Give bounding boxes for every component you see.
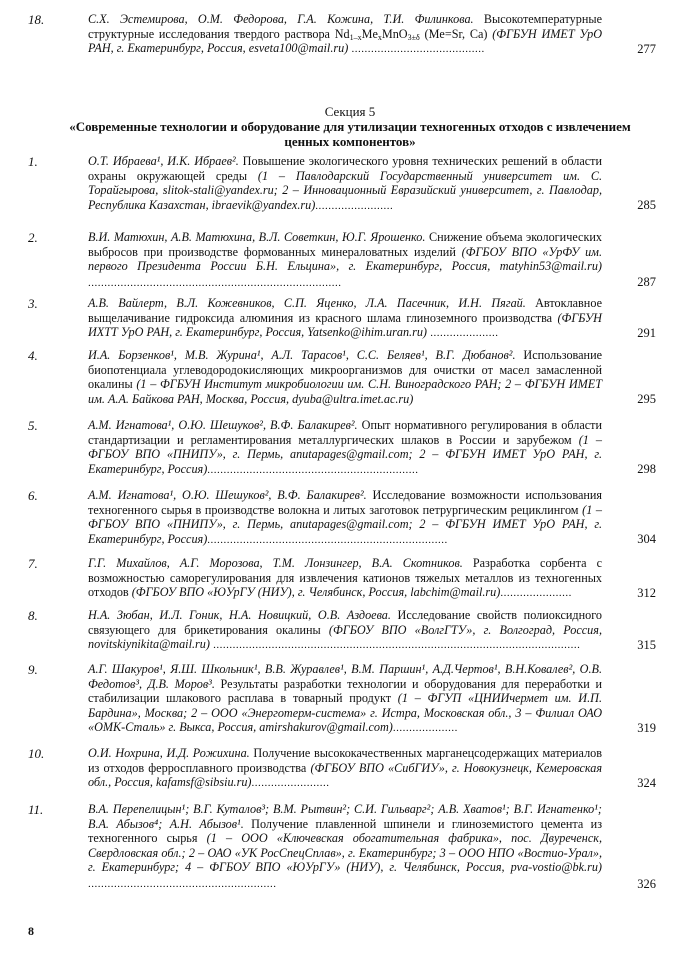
title-part: Me xyxy=(361,26,378,41)
entry-title: Опыт нормативного регулирования в области стандартизации и регламентирования металлургических шлаков в России и зарубежом xyxy=(88,418,602,447)
entry-body xyxy=(88,230,602,290)
entry-body xyxy=(88,802,602,892)
entry-number: 4. xyxy=(28,348,38,363)
entry-page-number: 285 xyxy=(637,198,656,213)
leader-dots: .......................................................... xyxy=(88,877,277,890)
entry-body xyxy=(88,296,602,341)
entry-body xyxy=(88,418,602,477)
entry-number: 18. xyxy=(28,12,45,27)
page-number: 8 xyxy=(28,924,34,938)
entry-number: 6. xyxy=(28,488,38,503)
title-part: MnO xyxy=(381,26,408,41)
entry-page-number: 287 xyxy=(637,275,656,290)
entry-body xyxy=(88,662,602,736)
entry-page-number: 298 xyxy=(637,462,656,477)
entry-number: 5. xyxy=(28,418,38,433)
leader-dots: ..................... xyxy=(427,327,499,340)
entry-affiliation: (1 – ФГБОУ ВПО «ПНИПУ», г. Пермь, anutapages@gmail.com; 2 – ФГБУН ИМЕТ УрО РАН, г. Екатеринбург, Россия) xyxy=(88,432,602,476)
title-subscript: 1–x xyxy=(349,32,362,42)
section-label: Секция 5 xyxy=(324,104,376,119)
entry-authors: С.Х. Эстемирова, О.М. Федорова, Г.А. Кожина, Т.И. Филинкова. xyxy=(88,12,474,26)
entry-body xyxy=(88,746,602,791)
entry-authors: О.И. Нохрина, И.Д. Рожихина. xyxy=(88,746,250,760)
entry-title: Автоклавное выщелачивание гидроксида алюминия из красного шлама глиноземного производства xyxy=(88,296,602,325)
entry-affiliation: (ФГБОУ ВПО «ЮУрГУ (НИУ), г. Челябинск, Россия, labchim@mail.ru) xyxy=(128,585,501,600)
entry-number: 10. xyxy=(28,746,45,761)
title-subscript: 3±δ xyxy=(407,32,420,42)
title-subscript: x xyxy=(377,32,382,42)
entry-body xyxy=(88,608,602,653)
entry-authors: Г.Г. Михайлов, А.Г. Морозова, Т.М. Лонзингер, В.А. Скотников. xyxy=(88,556,463,570)
entry-body xyxy=(88,348,602,407)
entry-number: 3. xyxy=(28,296,38,311)
entry-body xyxy=(88,556,602,601)
toc-entry xyxy=(28,418,656,477)
entry-number: 7. xyxy=(28,556,38,571)
leader-dots: ...................... xyxy=(500,587,572,600)
leader-dots: ................................................................................................................. xyxy=(209,639,581,652)
entry-title: Использование биопотенциала углеводородокисляющих микроорганизмов для очистки от масел замасленной окалины xyxy=(88,348,602,392)
section-header xyxy=(60,104,640,149)
entry-authors: В.А. Перепелицын¹; В.Г. Куталов³; В.М. Рытвин²; С.И. Гильварг²; А.В. Хватов¹; В.Г. Игнатенко¹; В.А. Абызов⁴; А.Н. Абызов¹. xyxy=(88,802,602,831)
toc-entry xyxy=(28,746,656,791)
toc-entry xyxy=(28,488,656,547)
entry-page-number: 295 xyxy=(637,392,656,407)
leader-dots: ......................................... xyxy=(348,43,485,56)
entry-number: 11. xyxy=(28,802,44,817)
leader-dots: ................................................................. xyxy=(207,463,419,476)
entry-title: Результаты разработки технологии и оборудования для переработки и стабилизации шлакового расплава в товарный продукт xyxy=(88,676,602,706)
toc-entry xyxy=(28,230,656,290)
entry-authors: А.М. Игнатова¹, О.Ю. Шешуков², В.Ф. Балакирев². xyxy=(88,488,367,502)
leader-dots: .................... xyxy=(392,722,458,735)
entry-authors: В.И. Матюхин, А.В. Матюхина, В.Л. Советкин, Ю.Г. Ярошенко. xyxy=(88,230,426,244)
entry-affiliation: (ФГБОУ ВПО «УрФУ им. первого Президента России Б.Н. Ельцина», г. Екатеринбург, Россия, matyhin53@mail.ru) xyxy=(88,244,602,274)
toc-entry xyxy=(28,802,656,892)
leader-dots: ........................ xyxy=(315,199,394,212)
entry-affiliation: (1 – ФГУП «ЦНИИчермет им. И.П. Бардина», Москва; 2 – ООО «Энерготерм-система» г. Истра, Московская обл., 3 – Филиал ОАО «ОМК-Сталь» г. Выкса, Россия, amirshakurov@gmail.com) xyxy=(88,691,602,735)
entry-title: Исследование свойств полиоксидного связующего для брикетирования окалины xyxy=(88,608,602,637)
entry-body xyxy=(88,154,602,213)
toc-entry xyxy=(28,608,656,653)
entry-authors: А.Г. Шакуров¹, Я.Ш. Школьник¹, В.В. Журавлев¹, В.М. Паршин¹, А.Д.Чертов¹, В.Н.Ковалев², О.В. Федотов³, Д.В. Моров³. xyxy=(88,662,602,691)
toc-entry xyxy=(28,154,656,213)
entry-body xyxy=(88,12,602,57)
toc-entry xyxy=(28,662,656,736)
toc-entry xyxy=(28,556,656,601)
toc-entry xyxy=(28,296,656,341)
entry-number: 9. xyxy=(28,662,38,677)
leader-dots: .......................................................................... xyxy=(207,533,448,546)
entry-title: Повышение экологического уровня технических решений в области охраны окружающей среды xyxy=(88,154,602,183)
toc-entry xyxy=(28,348,656,407)
entry-page-number: 324 xyxy=(637,775,656,790)
entry-title: Получение высококачественных марганецсодержащих материалов из отходов ферросплавного производства xyxy=(88,746,602,775)
entry-affiliation: (ФГБУН ИМЕТ УрО РАН, г. Екатеринбург, Россия, esveta100@mail.ru) xyxy=(88,26,603,56)
entry-affiliation: (1 – ФГБОУ ВПО «ПНИПУ», г. Пермь, anutapages@gmail.com; 2 – ФГБУН ИМЕТ УрО РАН, г. Екатеринбург, Россия) xyxy=(88,502,602,546)
entry-title: Исследование возможности использования техногенного сырья в производстве волокна и литых заготовок петрургическим рециклингом xyxy=(88,488,603,517)
entry-affiliation: (ФГБУН ИХТТ УрО РАН, г. Екатеринбург, Россия, Yatsenko@ihim.uran.ru) xyxy=(88,310,602,340)
section-title: «Современные технологии и оборудование для утилизации техногенных отходов с извлечением ценных компонентов» xyxy=(69,119,631,149)
entry-title: Снижение объема экологических выбросов при производстве формованных минераловатных изделий xyxy=(88,230,602,259)
leader-dots: .............................................................................. xyxy=(88,276,342,289)
entry-title: Разработка сорбента с возможностью саморегулирования для извлечения катионов тяжелых металлов из техногенных отходов xyxy=(88,556,602,600)
toc-entry-18 xyxy=(28,12,656,57)
title-part: (Me=Sr, Ca) xyxy=(419,26,488,41)
entry-number: 8. xyxy=(28,608,38,623)
entry-authors: О.Т. Ибраева¹, И.К. Ибраев². xyxy=(88,154,239,168)
entry-page-number: 304 xyxy=(637,532,656,547)
entry-authors: И.А. Борзенков¹, М.В. Журина¹, А.Л. Тарасов¹, С.С. Беляев¹, В.Г. Дюбанов². xyxy=(88,348,516,362)
entry-number: 1. xyxy=(28,154,38,169)
entry-affiliation: (ФГБОУ ВПО «ВолгГТУ», г. Волгоград, Россия, novitskiynikita@mail.ru) xyxy=(88,622,602,652)
leader-dots: ........................ xyxy=(251,777,330,790)
entry-page-number: 277 xyxy=(637,41,656,56)
entry-page-number: 326 xyxy=(637,876,656,891)
entry-affiliation: (ФГБОУ ВПО «СибГИУ», г. Новокузнецк, Кемеровская обл., Россия, kafamsf@sibsiu.ru) xyxy=(88,760,603,790)
entry-title: Получение плавленной шпинели и глиноземистого цемента из техногенного сырья xyxy=(88,816,603,846)
entry-body xyxy=(88,488,602,547)
entry-affiliation: (1 – ООО «Ключевская обогатительная фабрика», пос. Двуреченск, Свердловская обл.; 2 – ОАО «УК РосСпецСплав», г. Екатеринбург; 3 – ООО НПО «Востио-Урал», г. Екатеринбург; 4 – ФГБОУ ВПО «ЮУрГУ» (НИУ), г. Челябинск, Россия, pva-vostio@bk.ru) xyxy=(88,831,602,875)
title-part: Высокотемпературные структурные исследования твердого раствора Nd xyxy=(88,12,602,41)
entry-affiliation: (1 – Павлодарский Государственный университет им. С. Торайгырова, slitok-stali@yandex.ru; 2 – Инновационный Евразийский университет, г. Павлодар, Республика Казахстан, ibraevik@yandex.ru) xyxy=(88,168,603,212)
entry-page-number: 319 xyxy=(637,720,656,735)
entry-page-number: 312 xyxy=(637,585,656,600)
entry-number: 2. xyxy=(28,230,38,245)
entry-authors: А.В. Вайлерт, В.Л. Кожевников, С.П. Яценко, Л.А. Пасечник, И.Н. Пягай. xyxy=(88,296,526,310)
entry-authors: Н.А. Зюбан, И.Л. Гоник, Н.А. Новицкий, О.В. Аздоева. xyxy=(88,608,391,622)
entry-page-number: 291 xyxy=(637,325,656,340)
entry-authors: А.М. Игнатова¹, О.Ю. Шешуков², В.Ф. Балакирев². xyxy=(88,418,358,432)
entry-affiliation: (1 – ФГБУН Институт микробиологии им. С.Н. Виноградского РАН; 2 – ФГБУН ИМЕТ им. А.А. Байкова РАН, Москва, Россия, dyuba@ultra.imet.ac.ru) xyxy=(88,377,602,406)
entry-page-number: 315 xyxy=(637,637,656,652)
